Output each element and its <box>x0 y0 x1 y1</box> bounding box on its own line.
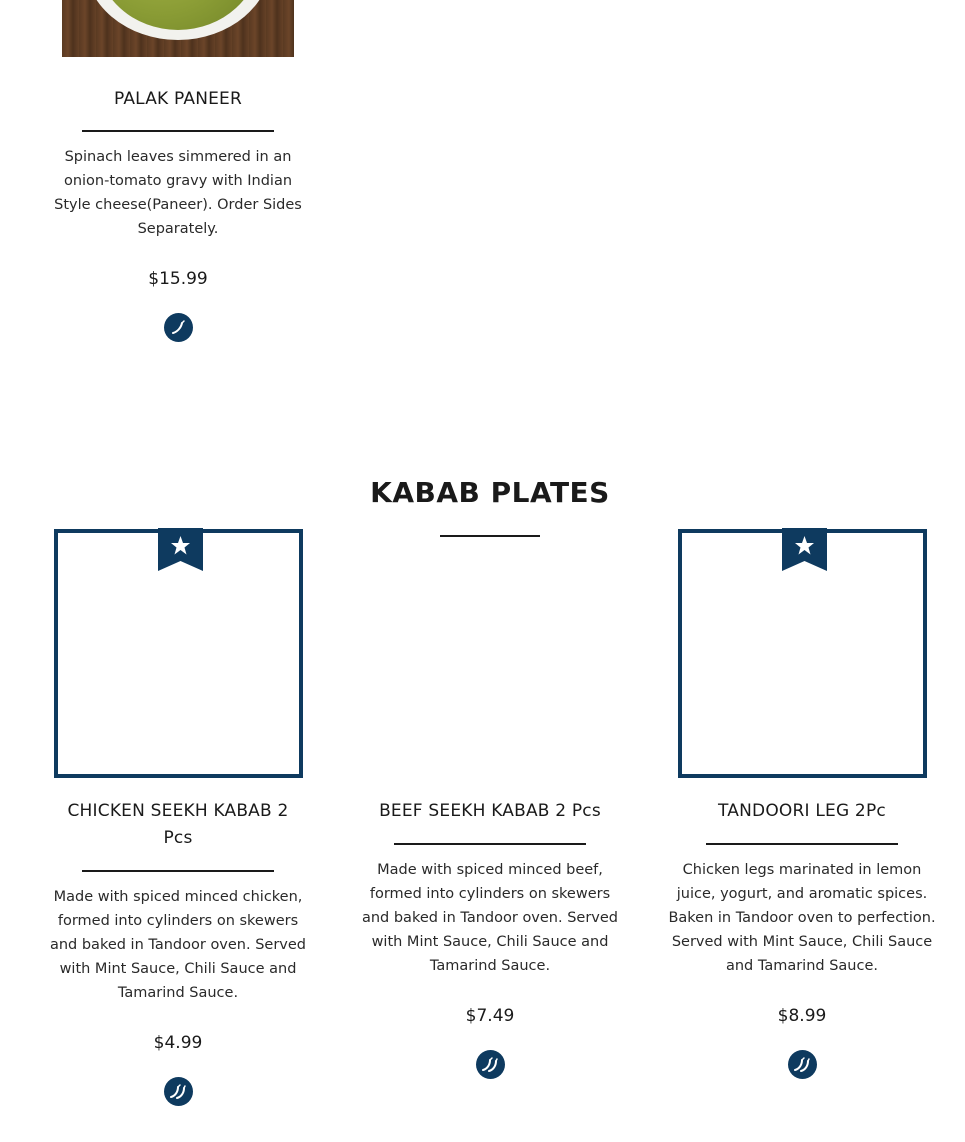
menu-item-chicken-seekh-kabab[interactable] <box>43 798 313 1106</box>
menu-item-tandoori-leg[interactable] <box>667 798 937 1079</box>
item-divider <box>394 843 586 845</box>
item-description: Chicken legs marinated in lemon juice, yogurt, and aromatic spices. Baken in Tandoor oven to perfection. Served with Mint Sauce, Chili Sauce and Tamarind Sauce. <box>668 862 936 974</box>
item-description: Made with spiced minced chicken, formed into cylinders on skewers and baked in Tandoor oven. Served with Mint Sauce, Chili Sauce and Tamarind Sauce. <box>49 889 307 1001</box>
two-chili-icon <box>788 1050 817 1079</box>
menu-item-beef-seekh-kabab[interactable] <box>355 798 625 1079</box>
item-price: $4.99 <box>153 1033 203 1053</box>
item-price: $8.99 <box>777 1006 827 1026</box>
item-name: PALAK PANEER <box>113 89 243 109</box>
item-divider <box>82 130 274 132</box>
section-title: KABAB PLATES <box>370 476 610 509</box>
two-chili-icon <box>164 1077 193 1106</box>
item-description: Spinach leaves simmered in an onion-tomato gravy with Indian Style cheese(Paneer). Order Sides Separately. <box>54 149 302 237</box>
tandoori-leg-image[interactable] <box>678 529 927 778</box>
section-divider <box>440 535 540 537</box>
item-price: $7.49 <box>465 1006 515 1026</box>
item-name: CHICKEN SEEKH KABAB 2 Pcs <box>67 801 289 848</box>
menu-item-palak-paneer[interactable] <box>43 86 313 342</box>
chili-icon <box>164 313 193 342</box>
item-description: Made with spiced minced beef, formed into cylinders on skewers and baked in Tandoor oven. Served with Mint Sauce, Chili Sauce and Tamarind Sauce. <box>361 862 619 974</box>
star-badge-icon <box>782 528 827 571</box>
item-divider <box>706 843 898 845</box>
palak-paneer-photo[interactable] <box>62 0 294 57</box>
item-name: BEEF SEEKH KABAB 2 Pcs <box>379 801 601 821</box>
item-price: $15.99 <box>148 269 208 289</box>
item-name: TANDOORI LEG 2Pc <box>718 801 886 821</box>
star-badge-icon <box>158 528 203 571</box>
two-chili-icon <box>476 1050 505 1079</box>
chicken-seekh-image[interactable] <box>54 529 303 778</box>
item-divider <box>82 870 274 872</box>
